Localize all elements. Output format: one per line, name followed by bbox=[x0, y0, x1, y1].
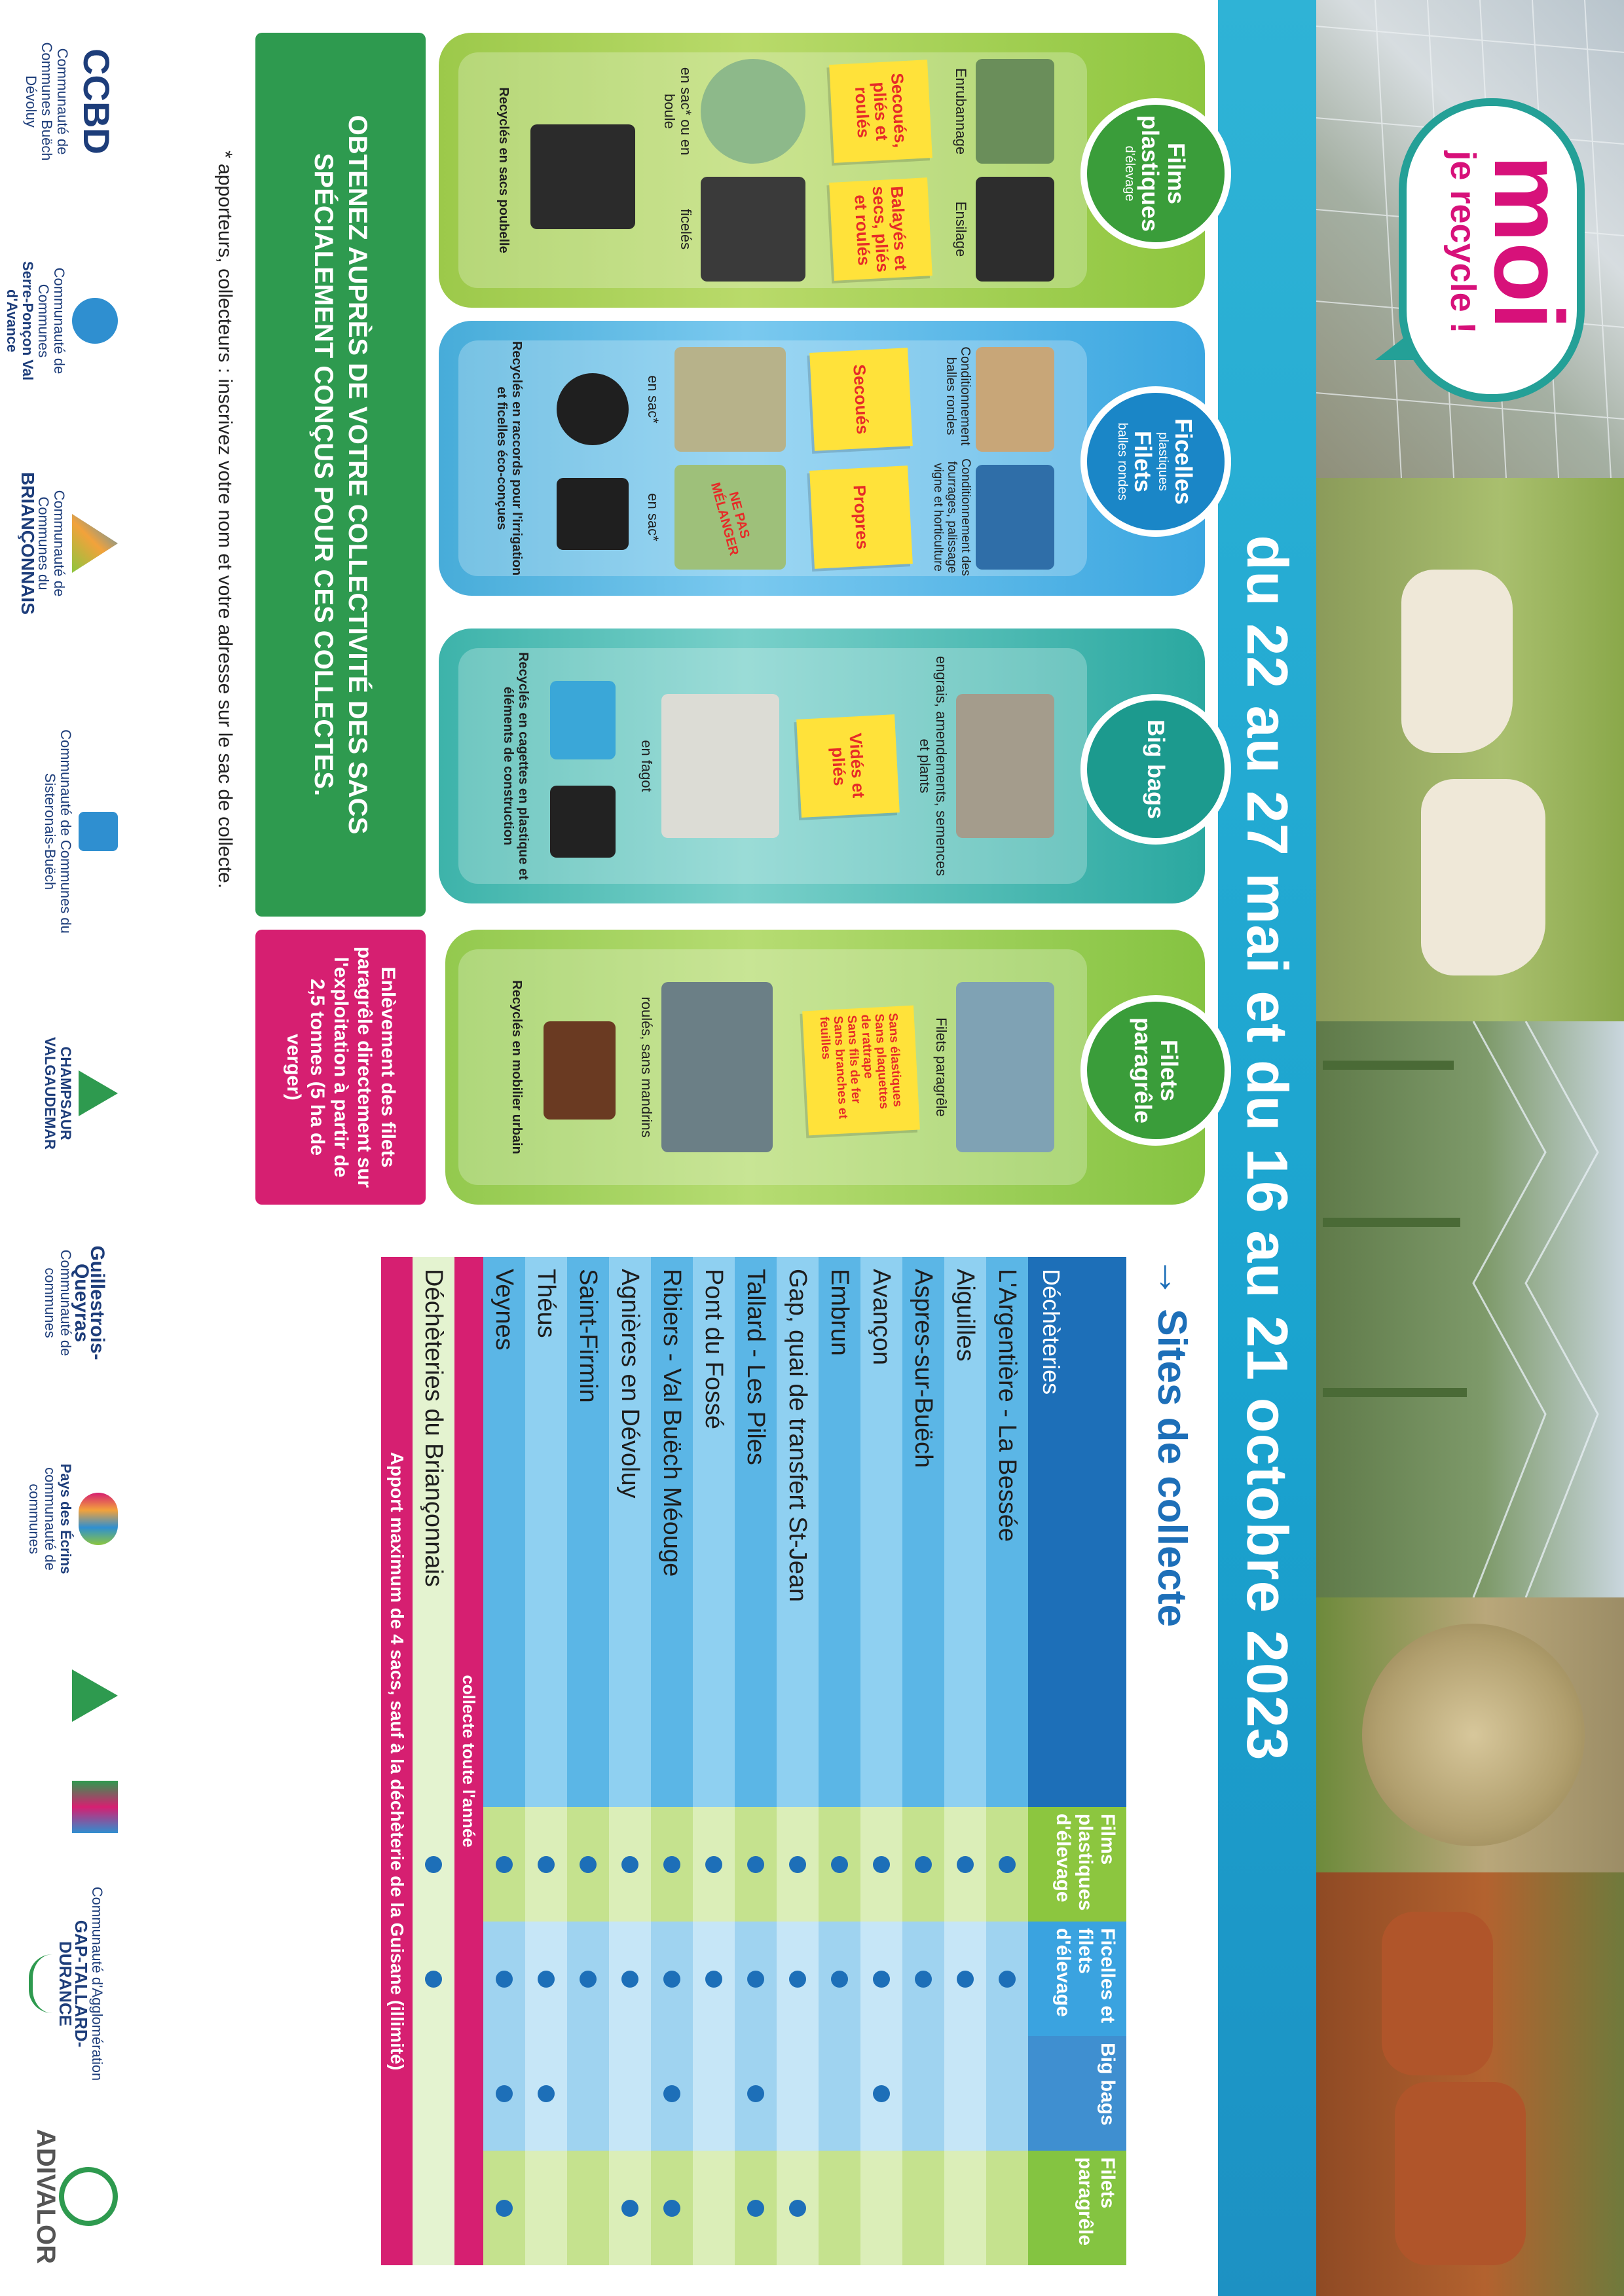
cell-ficelles bbox=[860, 1922, 902, 2036]
logo-word-moi: moi bbox=[1474, 155, 1584, 330]
site-name: Tallard - Les Piles bbox=[735, 1257, 777, 1807]
available-dot-icon bbox=[496, 1971, 513, 1988]
cell-grele bbox=[567, 2151, 609, 2265]
photo-round-bale bbox=[1316, 1597, 1624, 1872]
cell-films bbox=[819, 1807, 860, 1922]
item-label-big-bags: engrais, amendements, semences et plants bbox=[917, 655, 950, 877]
category-subtitle: balles rondes bbox=[1115, 422, 1130, 501]
available-dot-icon bbox=[999, 1856, 1016, 1873]
header-sites: Déchèteries bbox=[1028, 1257, 1126, 1807]
logo-adivalor bbox=[31, 2121, 118, 2272]
available-dot-icon bbox=[915, 1856, 932, 1873]
cell-ficelles bbox=[693, 1922, 735, 2036]
bag-stamp: NE PAS MÉLANGER bbox=[707, 481, 752, 557]
available-dot-icon bbox=[789, 1856, 806, 1873]
table-row bbox=[735, 1257, 777, 2265]
collection-sites-table bbox=[381, 1257, 1126, 2265]
cell-films bbox=[567, 1807, 609, 1922]
available-dot-icon bbox=[789, 2200, 806, 2217]
available-dot-icon bbox=[705, 1856, 722, 1873]
cell-films bbox=[609, 1807, 651, 1922]
postit-instructions: Vidés et pliés bbox=[796, 714, 900, 818]
cell-bigbags bbox=[819, 2036, 860, 2151]
table-row bbox=[944, 1257, 986, 2265]
category-subtitle: d'élevage bbox=[1122, 145, 1137, 202]
available-dot-icon bbox=[621, 1971, 638, 1988]
cell-grele bbox=[609, 2151, 651, 2265]
cow-shape bbox=[1382, 1912, 1493, 2075]
folded-bags-image bbox=[661, 694, 779, 838]
cell-ficelles bbox=[944, 1922, 986, 2036]
table-header-row bbox=[1028, 1257, 1126, 2265]
cell-films bbox=[777, 1807, 819, 1922]
cell-bigbags bbox=[609, 2036, 651, 2151]
cell-films bbox=[735, 1807, 777, 1922]
postit-item: Sans plaquettes de rattrape bbox=[858, 1013, 891, 1110]
postit-item: Sans élastiques bbox=[885, 1012, 904, 1108]
available-dot-icon bbox=[538, 2085, 555, 2102]
category-bubble-ficelles bbox=[1080, 386, 1231, 537]
table-row bbox=[819, 1257, 860, 2265]
available-dot-icon bbox=[663, 2200, 680, 2217]
cell-grele bbox=[693, 2151, 735, 2265]
available-dot-icon bbox=[496, 2200, 513, 2217]
logo-champsaur bbox=[42, 1021, 118, 1165]
cell-films bbox=[651, 1807, 693, 1922]
logo-gap-tallard-durance bbox=[24, 1886, 118, 2082]
available-dot-icon bbox=[425, 1856, 442, 1873]
brianconnais-name: BRIANÇONNAIS bbox=[18, 472, 38, 615]
available-dot-icon bbox=[957, 1856, 974, 1873]
cell-bigbags bbox=[986, 2036, 1028, 2151]
pays-des-ecrins-subtitle: communauté de communes bbox=[26, 1467, 58, 1571]
cell-grele bbox=[986, 2151, 1028, 2265]
recycling-outcome: Recyclés en cagettes en plastique et éléments de construction bbox=[501, 652, 530, 880]
round-bale-net-image bbox=[976, 347, 1054, 452]
partner-logos bbox=[0, 0, 144, 2296]
net-bag-image bbox=[674, 347, 786, 452]
annual-collection-label: collecte toute l'année bbox=[459, 1675, 479, 1848]
cell-grele bbox=[902, 2151, 944, 2265]
site-name: Théus bbox=[525, 1257, 567, 1807]
available-dot-icon bbox=[663, 1971, 680, 1988]
category-title: Filets paragrêle bbox=[1130, 1017, 1183, 1124]
cell-ficelles bbox=[413, 1922, 454, 2036]
available-dot-icon bbox=[580, 1856, 597, 1873]
table-row bbox=[483, 1257, 525, 2265]
logo-ccbd bbox=[23, 26, 118, 177]
packaging-label: en fagot bbox=[638, 740, 655, 792]
cell-grele bbox=[860, 2151, 902, 2265]
cell-bigbags bbox=[860, 2036, 902, 2151]
available-dot-icon bbox=[789, 1971, 806, 1988]
recycling-outcome: Recyclés en sacs poubelle bbox=[496, 87, 511, 253]
site-name: Saint-Firmin bbox=[567, 1257, 609, 1807]
cell-grele bbox=[777, 2151, 819, 2265]
books-icon bbox=[72, 1781, 118, 1833]
logo-word-je-recycle: je recycle ! bbox=[1443, 151, 1483, 334]
postit-instructions: Secoués, pliés et roulés bbox=[829, 60, 932, 163]
cell-ficelles bbox=[651, 1922, 693, 2036]
bench-image bbox=[544, 1021, 616, 1120]
table-row bbox=[609, 1257, 651, 2265]
serre-poncon-icon bbox=[72, 298, 118, 344]
site-name: Déchèteries du Briançonnais bbox=[413, 1257, 454, 1807]
cell-bigbags bbox=[777, 2036, 819, 2151]
table-row bbox=[693, 1257, 735, 2265]
tied-film-image bbox=[701, 177, 805, 282]
packaging-label: en sac* ou en boule bbox=[661, 67, 694, 156]
table-title: → Sites de collecte bbox=[1149, 1257, 1194, 1628]
category-title: Ficelles bbox=[1170, 418, 1197, 505]
recycling-outcome: Recyclés en mobilier urbain bbox=[509, 980, 524, 1154]
logo-sisteronais bbox=[42, 694, 118, 969]
item-label-ensilage: Ensilage bbox=[953, 201, 969, 257]
sisteronais-name: Communauté de Communes du Sisteronais-Buëch bbox=[42, 729, 74, 934]
cell-grele bbox=[819, 2151, 860, 2265]
available-dot-icon bbox=[747, 1971, 764, 1988]
champsaur-name: CHAMPSAUR VALGAUDEMAR bbox=[42, 1037, 74, 1150]
site-name: Agnières en Dévoluy bbox=[609, 1257, 651, 1807]
paragrele-pickup-notice: Enlèvement des filets paragrêle directement sur l'exploitation à partir de 2,5 tonnes (5 ha de verger) bbox=[255, 930, 426, 1205]
photo-cows bbox=[1316, 1872, 1624, 2296]
cell-ficelles bbox=[986, 1922, 1028, 2036]
wrapped-bales-image bbox=[976, 59, 1054, 164]
table-row bbox=[860, 1257, 902, 2265]
hail-net-image bbox=[956, 982, 1054, 1152]
packaging-label: en sac* bbox=[645, 493, 661, 541]
cell-films bbox=[860, 1807, 902, 1922]
cell-ficelles bbox=[735, 1922, 777, 2036]
cell-ficelles bbox=[777, 1922, 819, 2036]
site-name: Gap, quai de transfert St-Jean bbox=[777, 1257, 819, 1807]
cell-bigbags bbox=[651, 2036, 693, 2151]
site-name: Ribiers - Val Buëch Méouge bbox=[651, 1257, 693, 1807]
packaging-label: en sac* bbox=[645, 375, 661, 424]
table-body bbox=[483, 1257, 1028, 2265]
gap-name: GAP-TALLARD-DURANCE bbox=[56, 1920, 91, 2048]
available-dot-icon bbox=[538, 1971, 555, 1988]
item-label-balles-rondes: Conditionnement balles rondes bbox=[944, 346, 972, 446]
card-big-bags bbox=[439, 629, 1205, 903]
header-paragrele: Filets paragrêle bbox=[1028, 2151, 1126, 2265]
cell-grele bbox=[413, 2151, 454, 2265]
cell-grele bbox=[735, 2151, 777, 2265]
available-dot-icon bbox=[999, 1971, 1016, 1988]
header-films: Films plastiques d'élevage bbox=[1028, 1807, 1126, 1922]
category-bubble-bigbags bbox=[1080, 694, 1231, 845]
twine-spool-image bbox=[557, 373, 629, 445]
available-dot-icon bbox=[915, 1971, 932, 1988]
site-name: Aiguilles bbox=[944, 1257, 986, 1807]
table-row bbox=[567, 1257, 609, 2265]
cell-films bbox=[986, 1807, 1028, 1922]
big-bag-image bbox=[956, 694, 1054, 838]
cell-films bbox=[902, 1807, 944, 1922]
available-dot-icon bbox=[873, 1971, 890, 1988]
available-dot-icon bbox=[663, 2085, 680, 2102]
cell-grele bbox=[483, 2151, 525, 2265]
card-ficelles-filets bbox=[439, 321, 1205, 596]
cell-ficelles bbox=[483, 1922, 525, 2036]
table-row bbox=[777, 1257, 819, 2265]
postit-instructions-list bbox=[802, 1006, 920, 1136]
cell-grele bbox=[944, 2151, 986, 2265]
cell-bigbags bbox=[567, 2036, 609, 2151]
adivalor-name: ADIVALOR bbox=[31, 2129, 60, 2264]
logo-serre-poncon bbox=[4, 236, 118, 406]
available-dot-icon bbox=[957, 1971, 974, 1988]
site-name: Avançon bbox=[860, 1257, 902, 1807]
site-name: L'Argentière - La Bessée bbox=[986, 1257, 1028, 1807]
header-ficelles: Ficelles et filets d'élevage bbox=[1028, 1922, 1126, 2036]
postit-instructions: Secoués bbox=[809, 348, 913, 451]
category-title-line3: Filets bbox=[1130, 430, 1156, 493]
postit-instructions: Balayés et secs, pliés et roulés bbox=[829, 177, 932, 281]
twine-bag-image bbox=[674, 465, 786, 570]
category-bubble-paragrele bbox=[1080, 995, 1231, 1146]
available-dot-icon bbox=[580, 1971, 597, 1988]
footnote: * apporteurs, collecteurs : inscrivez votre nom et votre adresse sur le sac de collecte. bbox=[214, 151, 236, 889]
available-dot-icon bbox=[831, 1856, 848, 1873]
sisteronais-icon bbox=[79, 812, 118, 851]
serre-poncon-subtitle: Communauté de Communes bbox=[35, 267, 67, 374]
available-dot-icon bbox=[621, 2200, 638, 2217]
card-filets-paragrele bbox=[445, 930, 1205, 1205]
cell-bigbags bbox=[525, 2036, 567, 2151]
available-dot-icon bbox=[425, 1971, 442, 1988]
logo-brianconnais bbox=[20, 458, 118, 629]
cell-ficelles bbox=[525, 1922, 567, 2036]
champsaur-icon bbox=[79, 1070, 118, 1116]
header-bigbags: Big bags bbox=[1028, 2036, 1126, 2151]
available-dot-icon bbox=[496, 1856, 513, 1873]
cell-films bbox=[413, 1807, 454, 1922]
cell-grele bbox=[651, 2151, 693, 2265]
cell-bigbags bbox=[902, 2036, 944, 2151]
cell-bigbags bbox=[944, 2036, 986, 2151]
category-title: Big bags bbox=[1143, 719, 1170, 819]
cell-grele bbox=[525, 2151, 567, 2265]
site-name: Aspres-sur-Buëch bbox=[902, 1257, 944, 1807]
available-dot-icon bbox=[747, 2200, 764, 2217]
cell-bigbags bbox=[693, 2036, 735, 2151]
collection-dates: du 22 au 27 mai et du 16 au 21 octobre 2023 bbox=[1235, 535, 1300, 1761]
photo-sheep bbox=[1316, 478, 1624, 1021]
category-bubble-films bbox=[1080, 98, 1231, 249]
garbage-bags-image bbox=[530, 124, 635, 229]
recycling-outcome: Recyclés en raccords pour l'irrigation et ficelles éco-conçues bbox=[494, 340, 524, 576]
adivalor-recycle-icon bbox=[59, 2167, 118, 2226]
annual-collection-strip bbox=[454, 1257, 483, 2265]
serre-poncon-name: Serre-Ponçon Val d'Avance bbox=[4, 261, 36, 381]
sheep-shape bbox=[1421, 779, 1545, 975]
gap-subtitle: Communauté d'Agglomération bbox=[89, 1886, 105, 2081]
logo-pays-des-ecrins bbox=[26, 1440, 118, 1597]
max-bags-note: Apport maximum de 4 sacs, sauf à la déchèterie de la Guisane (illimité) bbox=[381, 1257, 413, 2265]
cell-bigbags bbox=[735, 2036, 777, 2151]
cell-ficelles bbox=[567, 1922, 609, 2036]
postit-item: Sans branches et feuilles bbox=[817, 1015, 850, 1120]
packaging-label: ficelés bbox=[678, 208, 694, 250]
table-row bbox=[651, 1257, 693, 2265]
mountain-icon bbox=[72, 1669, 118, 1722]
table-row bbox=[413, 1257, 454, 2265]
pays-des-ecrins-name: Pays des Écrins bbox=[58, 1463, 74, 1575]
cell-ficelles bbox=[819, 1922, 860, 2036]
available-dot-icon bbox=[873, 1856, 890, 1873]
guillestrois-name: Guillestrois-Queyras bbox=[71, 1245, 108, 1360]
cell-films bbox=[483, 1807, 525, 1922]
bags-banner: OBTENEZ AUPRÈS DE VOTRE COLLECTIVITÉ DES SACS SPÉCIALEMENT CONÇUS POUR CES COLLECTES. bbox=[255, 33, 426, 917]
plastic-crate-image bbox=[550, 681, 616, 759]
available-dot-icon bbox=[747, 2085, 764, 2102]
logo-books bbox=[67, 1768, 118, 1846]
item-label-enrubannage: Enrubannage bbox=[953, 67, 969, 155]
cell-ficelles bbox=[902, 1922, 944, 2036]
postit-instructions: Propres bbox=[809, 465, 913, 569]
table-row bbox=[986, 1257, 1028, 2265]
available-dot-icon bbox=[831, 1971, 848, 1988]
irrigation-fitting-image bbox=[557, 478, 629, 550]
postit-item: Sans fils de fer bbox=[844, 1015, 863, 1104]
ccbd-subtitle: Communauté de Communes Buëch Dévoluy bbox=[23, 42, 71, 161]
construction-element-image bbox=[550, 786, 616, 858]
category-title: Films plastiques bbox=[1137, 115, 1190, 232]
brianconnais-subtitle: Communauté de Communes du bbox=[35, 490, 67, 597]
available-dot-icon bbox=[873, 2085, 890, 2102]
logo-mountain bbox=[67, 1656, 118, 1735]
available-dot-icon bbox=[747, 1856, 764, 1873]
table-row bbox=[525, 1257, 567, 2265]
site-name: Pont du Fossé bbox=[693, 1257, 735, 1807]
annual-row bbox=[413, 1257, 454, 2265]
available-dot-icon bbox=[496, 2085, 513, 2102]
cell-bigbags bbox=[413, 2036, 454, 2151]
available-dot-icon bbox=[705, 1971, 722, 1988]
table-row bbox=[902, 1257, 944, 2265]
packaging-label: roulés, sans mandrins bbox=[638, 996, 655, 1138]
cell-ficelles bbox=[609, 1922, 651, 2036]
site-name: Embrun bbox=[819, 1257, 860, 1807]
ccbd-wordmark: CCBD bbox=[76, 48, 117, 155]
available-dot-icon bbox=[538, 1856, 555, 1873]
cow-shape bbox=[1395, 2082, 1526, 2265]
card-films-plastiques bbox=[439, 33, 1205, 308]
bale-shape bbox=[1362, 1624, 1585, 1846]
brianconnais-icon bbox=[72, 514, 118, 573]
cell-bigbags bbox=[483, 2036, 525, 2151]
sheep-shape bbox=[1401, 570, 1513, 753]
guillestrois-subtitle: Communauté de communes bbox=[42, 1249, 74, 1357]
cell-films bbox=[944, 1807, 986, 1922]
orchard-net-icon bbox=[1316, 1021, 1624, 1597]
item-label-paragrele: Filets paragrêle bbox=[933, 1017, 950, 1117]
photo-hail-net-orchard bbox=[1316, 1021, 1624, 1597]
cell-films bbox=[525, 1807, 567, 1922]
cell-films bbox=[693, 1807, 735, 1922]
available-dot-icon bbox=[663, 1856, 680, 1873]
available-dot-icon bbox=[621, 1856, 638, 1873]
site-name: Veynes bbox=[483, 1257, 525, 1807]
logo-guillestrois bbox=[42, 1218, 118, 1388]
gap-swoosh-icon bbox=[29, 1954, 52, 2013]
silage-film-image bbox=[976, 177, 1054, 282]
pays-des-ecrins-icon bbox=[79, 1493, 118, 1545]
item-label-fourrages: Conditionnement des fourrages, palissage vigne et horticulture bbox=[931, 458, 972, 576]
category-title-line2: plastiques bbox=[1156, 431, 1170, 492]
film-ball-image bbox=[701, 59, 805, 164]
rolled-nets-image bbox=[661, 982, 773, 1152]
twine-image bbox=[976, 465, 1054, 570]
